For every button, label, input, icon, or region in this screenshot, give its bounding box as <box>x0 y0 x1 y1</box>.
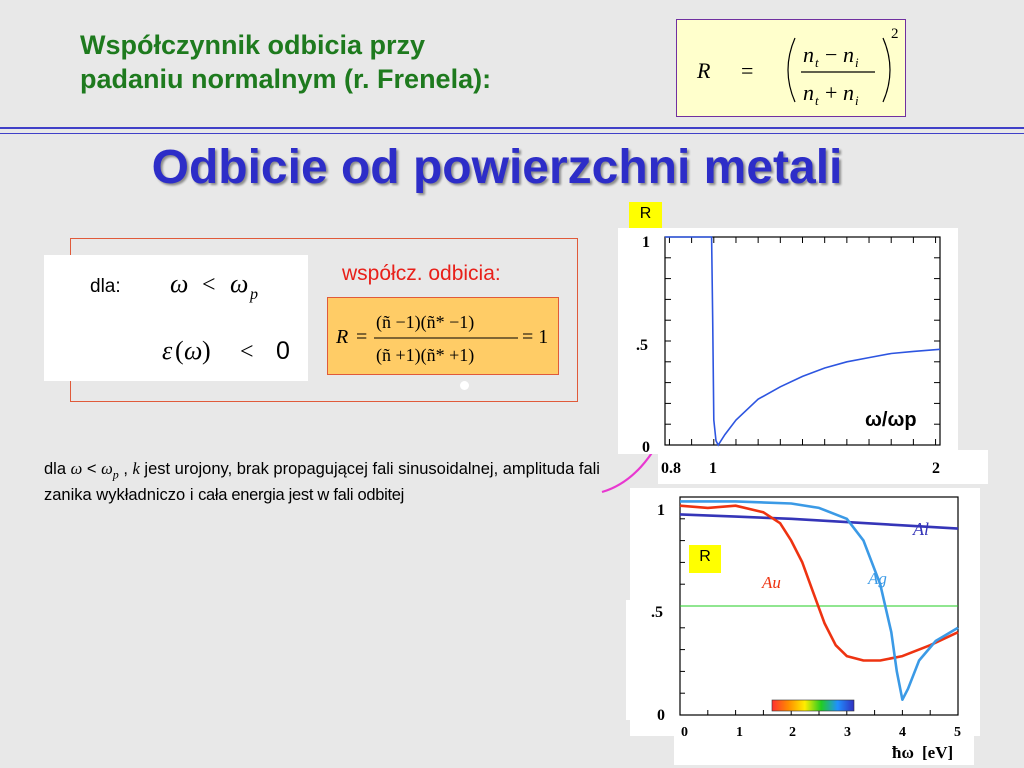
condition-less-2: < <box>240 339 254 365</box>
condition-less: < <box>202 272 216 298</box>
desc-part1: dla <box>44 460 71 478</box>
condition-sub-p: p <box>250 286 258 303</box>
fresnel-num-sub-i: i <box>855 55 859 70</box>
chart1-xlabel: ω/ωp <box>865 409 917 431</box>
chart1-ytick-1: 1 <box>642 234 650 251</box>
desc-part2: jest urojony, brak propagującej fali sinusoidalnej, amplituda fali zanika wykładniczo i <box>44 460 600 505</box>
fresnel-exponent: 2 <box>891 26 899 42</box>
condition-zero: 0 <box>276 337 290 365</box>
chart2-legend-ag: Ag <box>868 569 887 588</box>
fresnel-den-op: + <box>825 80 838 105</box>
fresnel-num-ni: n <box>843 42 854 67</box>
chart1-ytick-0: 0 <box>642 439 650 456</box>
chart1-ytick-half: .5 <box>636 337 648 354</box>
fresnel-num-sub-t: t <box>815 55 819 70</box>
chart2-legend-al: Al <box>913 519 929 539</box>
fresnel-num-op: − <box>825 42 838 67</box>
desc-comma: , <box>118 460 133 478</box>
header-title-line1: Współczynnik odbicia przy <box>80 30 426 60</box>
chart1-ylabel: R <box>639 205 652 222</box>
fresnel-num-nt: n <box>803 42 814 67</box>
chart2-xtick-2: 2 <box>789 725 796 740</box>
condition-paren-close: ) <box>202 336 211 365</box>
chart1-xtick-08: 0.8 <box>661 460 681 477</box>
reflection-rhs: = 1 <box>522 326 549 348</box>
page-title: Odbicie od powierzchni metali <box>151 141 843 194</box>
visible-spectrum-bar <box>772 700 854 711</box>
reflection-denominator: (ñ +1)(ñ* +1) <box>376 345 475 365</box>
fresnel-den-sub-t: t <box>815 93 819 108</box>
condition-omega: ω <box>170 269 189 298</box>
reflection-numerator: (ñ −1)(ñ* −1) <box>376 312 475 332</box>
reflection-label: współcz. odbicia: <box>342 262 501 285</box>
chart1-xtick-2: 2 <box>932 460 940 477</box>
chart1-xtick-1: 1 <box>709 460 717 477</box>
chart2-ytick-half: .5 <box>651 604 663 621</box>
chart2-xlabel-unit: [eV] <box>922 743 954 762</box>
chart2-ytick-1: 1 <box>657 502 665 519</box>
condition-dla-label: dla: <box>90 276 121 297</box>
condition-paren-open: ( <box>175 336 184 365</box>
condition-epsilon: ε <box>162 336 173 365</box>
condition-omega-p: ω <box>230 269 249 298</box>
chart2-xlabel-symbol: ħω <box>892 743 914 762</box>
fresnel-lhs: R <box>697 58 711 83</box>
fresnel-den-ni: n <box>843 80 854 105</box>
chart2-ytick-0: 0 <box>657 707 665 724</box>
chart2-xtick-5: 5 <box>954 725 961 740</box>
header-title-line2: padaniu normalnym (r. Frenela): <box>80 64 492 94</box>
chart2-xtick-3: 3 <box>844 725 851 740</box>
fresnel-equals: = <box>741 58 754 83</box>
chart2-ylabel: R <box>699 548 711 565</box>
desc-omega: ω <box>70 459 83 478</box>
condition-omega-2: ω <box>184 336 203 365</box>
desc-sub-p: p <box>112 467 119 482</box>
desc-k: k <box>132 459 140 478</box>
desc-lt: < <box>82 460 102 478</box>
chart2-xtick-0: 0 <box>681 725 688 740</box>
fresnel-den-nt: n <box>803 80 814 105</box>
desc-emphasis: cała energia jest w fali odbitej <box>198 486 405 505</box>
reflection-lhs: R <box>336 326 349 348</box>
chart2-legend-au: Au <box>762 573 781 592</box>
chart2-xtick-4: 4 <box>899 725 906 740</box>
fresnel-den-sub-i: i <box>855 93 859 108</box>
chart2-xtick-1: 1 <box>736 725 743 740</box>
reflection-equals: = <box>356 326 368 348</box>
desc-omega-p: ω <box>101 459 113 478</box>
